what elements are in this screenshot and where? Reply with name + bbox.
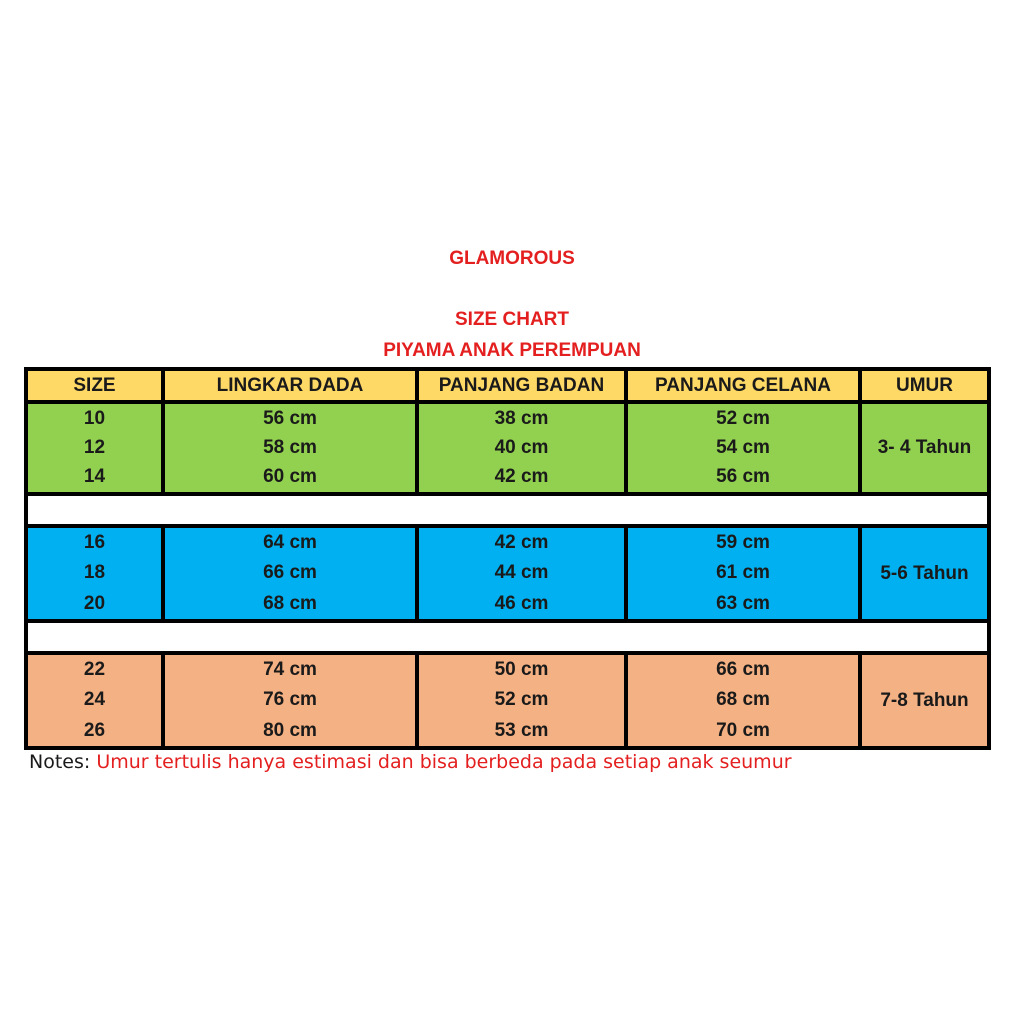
notes-label: Notes: bbox=[29, 751, 91, 773]
group-3-size bbox=[28, 655, 161, 746]
group-2-umur: 5-6 Tahun bbox=[862, 528, 987, 619]
lingkar-dada-value: 64 cm bbox=[263, 532, 317, 554]
group-3-umur: 7-8 Tahun bbox=[862, 655, 987, 746]
size-value: 26 bbox=[83, 719, 106, 741]
panjang-badan-value: 44 cm bbox=[494, 562, 549, 584]
panjang-celana-value: 68 cm bbox=[716, 689, 770, 711]
panjang-celana-value: 54 cm bbox=[716, 436, 770, 458]
group-2-panjang-badan bbox=[419, 528, 624, 619]
panjang-badan-value: 42 cm bbox=[494, 466, 549, 488]
panjang-celana-value: 52 cm bbox=[716, 407, 770, 429]
panjang-badan-value: 40 cm bbox=[494, 436, 549, 458]
lingkar-dada-value: 66 cm bbox=[263, 562, 317, 584]
size-value: 14 bbox=[83, 466, 106, 488]
size-value: 10 bbox=[83, 407, 106, 429]
size-value: 16 bbox=[83, 532, 106, 554]
size-value: 24 bbox=[83, 689, 106, 711]
size-value: 18 bbox=[83, 562, 106, 584]
size-value: 20 bbox=[83, 592, 106, 614]
size-value: 22 bbox=[83, 659, 106, 681]
size-chart-table bbox=[24, 367, 991, 750]
panjang-badan-value: 53 cm bbox=[494, 719, 549, 741]
group-3-panjang-badan bbox=[419, 655, 624, 746]
panjang-celana-value: 70 cm bbox=[716, 719, 770, 741]
header-lingkar-dada: LINGKAR DADA bbox=[165, 371, 415, 400]
panjang-badan-value: 52 cm bbox=[494, 689, 549, 711]
lingkar-dada-value: 58 cm bbox=[263, 436, 317, 458]
panjang-celana-value: 66 cm bbox=[716, 659, 770, 681]
header-size: SIZE bbox=[28, 371, 161, 400]
group-1-panjang-celana bbox=[628, 404, 858, 492]
panjang-badan-value: 50 cm bbox=[494, 659, 549, 681]
lingkar-dada-value: 56 cm bbox=[263, 407, 317, 429]
header-panjang-celana: PANJANG CELANA bbox=[628, 371, 858, 400]
spacer-row bbox=[28, 496, 987, 524]
notes-text: Umur tertulis hanya estimasi dan bisa berbeda pada setiap anak seumur bbox=[96, 751, 792, 773]
lingkar-dada-value: 74 cm bbox=[263, 659, 317, 681]
chart-subtitle: PIYAMA ANAK PEREMPUAN bbox=[383, 340, 641, 361]
group-2-lingkar-dada bbox=[165, 528, 415, 619]
brand-name: GLAMOROUS bbox=[449, 248, 575, 269]
panjang-celana-value: 61 cm bbox=[716, 562, 770, 584]
panjang-celana-value: 56 cm bbox=[716, 466, 770, 488]
panjang-badan-value: 46 cm bbox=[494, 592, 549, 614]
group-2-size bbox=[28, 528, 161, 619]
group-1-umur: 3- 4 Tahun bbox=[862, 404, 987, 492]
chart-title: SIZE CHART bbox=[455, 309, 569, 330]
group-1-lingkar-dada bbox=[165, 404, 415, 492]
group-3-lingkar-dada bbox=[165, 655, 415, 746]
group-1-size bbox=[28, 404, 161, 492]
panjang-badan-value: 38 cm bbox=[494, 407, 549, 429]
lingkar-dada-value: 60 cm bbox=[263, 466, 317, 488]
lingkar-dada-value: 76 cm bbox=[263, 689, 317, 711]
size-value: 12 bbox=[83, 436, 106, 458]
panjang-celana-value: 63 cm bbox=[716, 592, 770, 614]
group-3-panjang-celana bbox=[628, 655, 858, 746]
panjang-badan-value: 42 cm bbox=[494, 532, 549, 554]
group-1-panjang-badan bbox=[419, 404, 624, 492]
panjang-celana-value: 59 cm bbox=[716, 532, 770, 554]
lingkar-dada-value: 68 cm bbox=[263, 592, 317, 614]
header-panjang-badan: PANJANG BADAN bbox=[419, 371, 624, 400]
lingkar-dada-value: 80 cm bbox=[263, 719, 317, 741]
header-umur: UMUR bbox=[862, 371, 987, 400]
spacer-row bbox=[28, 623, 987, 651]
notes-line bbox=[29, 751, 792, 773]
group-2-panjang-celana bbox=[628, 528, 858, 619]
